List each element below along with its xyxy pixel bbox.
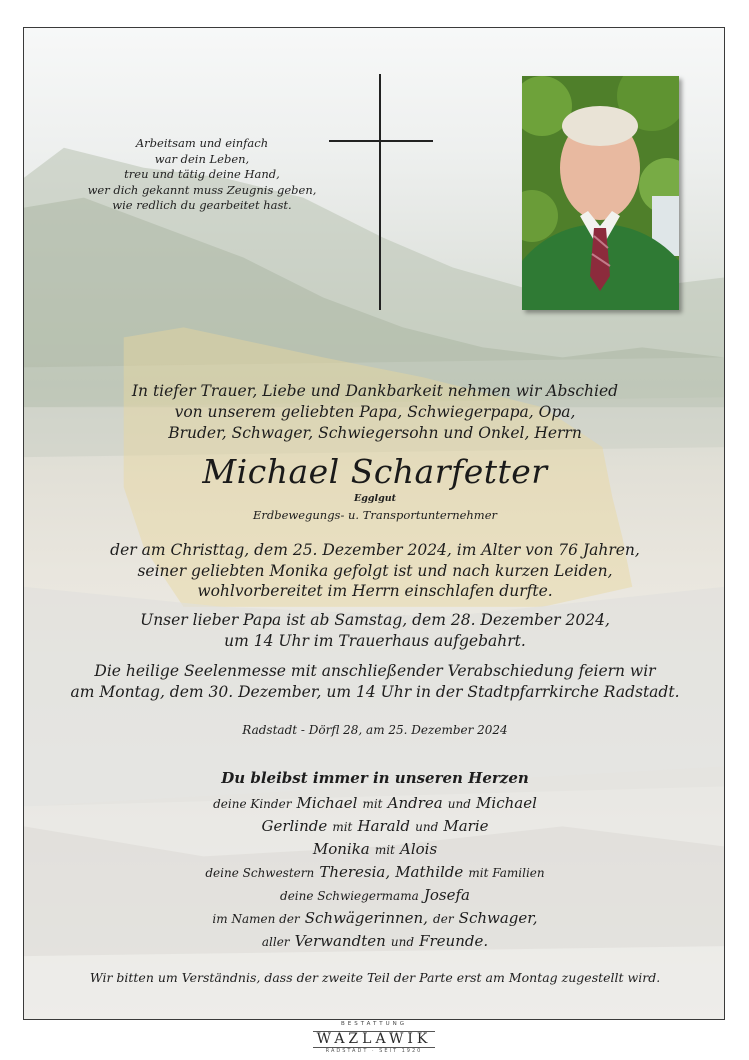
motto-verse [52,136,352,214]
mourner-text: deine Kinder [213,797,292,811]
footer-note: Wir bitten um Verständnis, dass der zweite Teil der Parte erst am Montag zugestellt wird. [89,970,661,985]
mass-line: am Montag, dem 30. Dezember, um 14 Uhr in der Stadtpfarrkirche Radstadt. [70,682,680,701]
intro-text [24,381,725,444]
mourner-name: Marie [443,817,489,835]
mourner-name: Monika [312,840,370,858]
motto-line: treu und tätig deine Hand, [124,167,280,181]
mourner-line [24,884,725,907]
mourners-list [24,792,725,953]
mourner-name: Verwandten [294,932,386,950]
logo-main-text: WAZLAWIK [313,1031,436,1048]
mourner-line [24,838,725,861]
farm-name: Egglgut [353,493,397,504]
mourner-line [24,907,725,930]
intro-line: von unserem geliebten Papa, Schwiegerpapa, Opa, [174,403,576,421]
mourner-line [24,930,725,953]
portrait-image [522,76,679,310]
logo-sub-text: RADSTADT · SEIT 1920 [325,1048,423,1054]
mourner-name: Schwägerinnen, [304,909,428,927]
intro-line: In tiefer Trauer, Liebe und Dankbarkeit nehmen wir Abschied [131,382,619,400]
logo-top-text: BESTATTUNG [340,1021,408,1027]
mourner-text: aller [261,935,290,949]
cross-horizontal-bar [329,140,433,142]
mourner-name: Michael [296,794,358,812]
place-date: Radstadt - Dörfl 28, am 25. Dezember 2024 [242,723,508,737]
mourner-name: Gerlinde [261,817,328,835]
viewing-notice [24,610,725,651]
mourner-line [24,815,725,838]
mourner-text: der [433,912,454,926]
deceased-name: Michael Scharfetter [202,452,548,491]
mourner-name: Andrea [387,794,443,812]
mourner-name: Josefa [423,886,470,904]
mourner-text: deine Schwiegermama [280,889,419,903]
mourner-name: Harald [357,817,411,835]
mourner-line [24,792,725,815]
viewing-line: um 14 Uhr im Trauerhaus aufgebahrt. [224,631,526,650]
death-line: seiner geliebten Monika gefolgt ist und nach kurzen Leiden, [137,561,613,580]
mourner-name: Theresia, [319,863,391,881]
intro-line: Bruder, Schwager, Schwiegersohn und Onkel, Herrn [168,424,582,442]
mourner-text: mit Familien [468,866,545,880]
closing-motto: Du bleibst immer in unseren Herzen [221,769,529,787]
mourner-text: und [390,935,414,949]
occupation: Erdbewegungs- u. Transportunternehmer [252,508,498,522]
mourner-name: Schwager, [458,909,538,927]
death-notice [24,540,725,602]
cross-symbol [329,74,433,310]
motto-line: war dein Leben, [154,151,250,166]
cross-vertical-bar [379,74,381,310]
mourner-text: und [447,797,471,811]
mourner-name: Mathilde [395,863,464,881]
death-line: der am Christtag, dem 25. Dezember 2024, im Alter von 76 Jahren, [110,541,640,559]
motto-line: wer dich gekannt muss Zeugnis geben, [87,182,317,197]
parte-sheet [23,27,725,1020]
mourner-line [24,861,725,884]
mourner-text: mit [332,820,353,834]
mourner-name: Alois [399,840,438,858]
funeral-home-logo [306,1021,442,1053]
motto-line: Arbeitsam und einfach [135,136,269,150]
mourner-text: im Namen der [212,912,300,926]
portrait-photo [522,76,679,310]
death-line: wohlvorbereitet im Herrn einschlafen durfte. [197,582,553,600]
mourner-text: und [415,820,439,834]
mourner-name: Freunde. [419,932,489,950]
mourner-text: mit [362,797,383,811]
mourner-text: mit [374,843,395,857]
mourner-name: Michael [476,794,537,812]
motto-line: wie redlich du gearbeitet hast. [112,198,292,212]
mass-notice [24,661,725,702]
mourner-text: deine Schwestern [205,866,315,880]
mass-line: Die heilige Seelenmesse mit anschließender Verabschiedung feiern wir [94,662,656,680]
viewing-line: Unser lieber Papa ist ab Samstag, dem 28. Dezember 2024, [140,611,610,629]
